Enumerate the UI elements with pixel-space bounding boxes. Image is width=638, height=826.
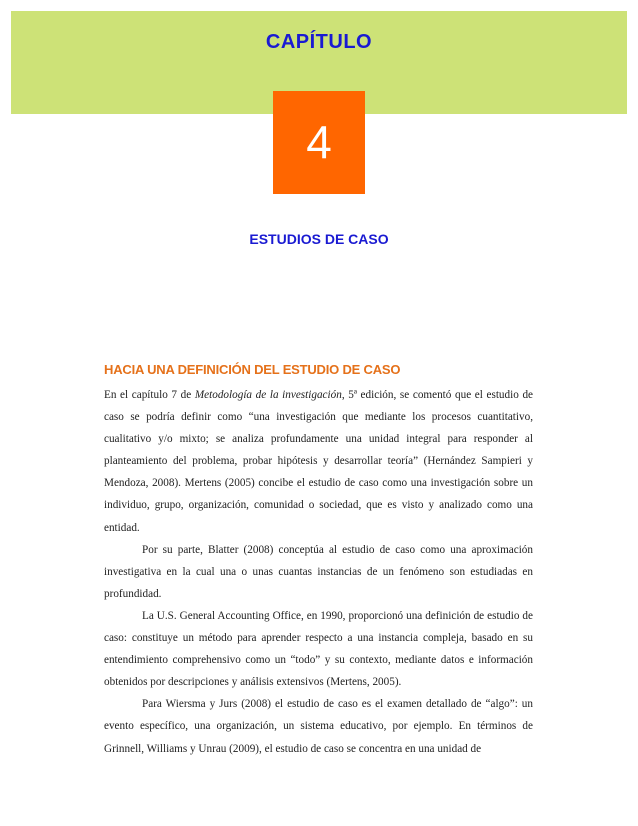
paragraph-1 <box>104 384 533 539</box>
chapter-number: 4 <box>306 116 332 168</box>
paragraph-4: Para Wiersma y Jurs (2008) el estudio de caso es el examen detallado de “algo”: un evento específico, una organización, un sistema educativo, por ejemplo. En términos de Grinnell, Williams y Unrau (2009), el estudio de caso se concentra en una unidad de <box>104 698 533 755</box>
chapter-number-box <box>273 91 365 194</box>
paragraph-1-rest: , 5ª edición, se comentó que el estudio de caso se podría definir como “una investigación que mediante los procesos cuantitativo, cualitativo y/o mixto; se analiza profundamente una unidad integral para responder al planteamiento del problema, probar hipótesis y desarrollar teoría” (Hernández Sampieri y Mendoza, 2008). Mertens (2005) concibe el estudio de caso como una investigación sobre un individuo, grupo, organización, comunidad o sociedad, que es visto y analizado como una entidad. <box>104 389 533 534</box>
paragraph-2: Por su parte, Blatter (2008) conceptúa al estudio de caso como una aproximación investigativa en la cual una o unas cuantas instancias de un fenómeno son estudiadas en profundidad. <box>104 543 533 600</box>
chapter-title: ESTUDIOS DE CASO <box>249 231 389 247</box>
chapter-label: CAPÍTULO <box>265 31 373 53</box>
section-heading: HACIA UNA DEFINICIÓN DEL ESTUDIO DE CASO <box>104 362 401 377</box>
paragraph-1-start: En el capítulo 7 de <box>104 389 195 401</box>
paragraph-3: La U.S. General Accounting Office, en 1990, proporcionó una definición de estudio de caso: constituye un método para aprender respecto a una instancia compleja, basado en su entendimiento comprehensivo como un “todo” y su contexto, mediante datos e información obtenidos por descripciones y análisis extensivos (Mertens, 2005). <box>104 609 533 689</box>
book-title: Metodología de la investigación <box>194 389 342 401</box>
body-text <box>104 384 533 760</box>
